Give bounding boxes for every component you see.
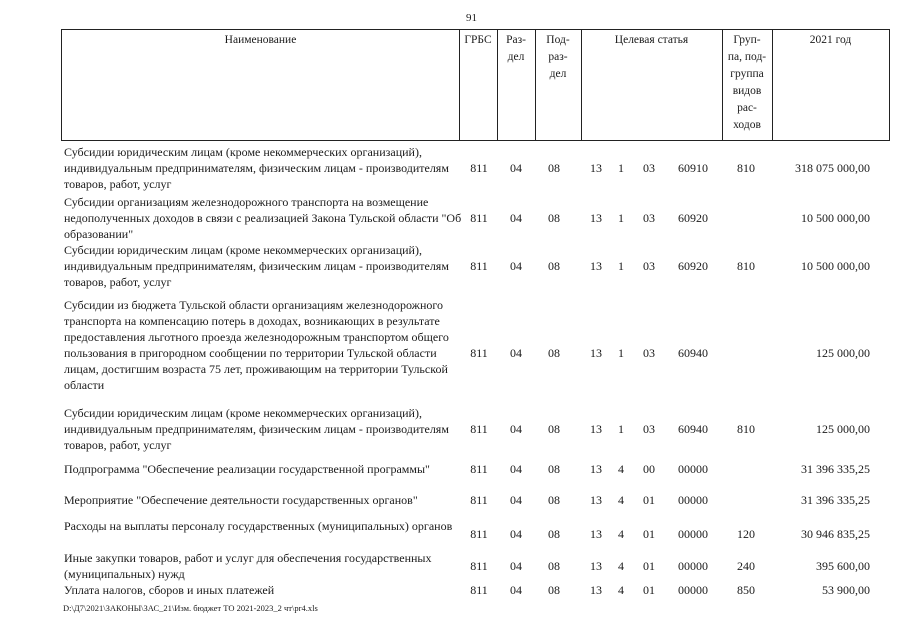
- row-target-subprogram: 4: [618, 559, 624, 573]
- row-target-event: 03: [643, 211, 655, 225]
- row-name: Субсидии юридическим лицам (кроме некоммерческих организаций), индивидуальным предпринимателям, физическим лицам - производителям товаров, работ, услуг: [64, 145, 449, 191]
- row-expense-group: 810: [737, 161, 755, 175]
- row-amount: 31 396 335,25: [801, 493, 870, 507]
- row-amount: 125 000,00: [816, 422, 870, 436]
- row-target-event: 00: [643, 462, 655, 476]
- row-amount: 318 075 000,00: [795, 161, 870, 175]
- row-target-program: 13: [590, 346, 602, 360]
- row-podrazdel: 08: [548, 462, 560, 476]
- row-podrazdel: 08: [548, 211, 560, 225]
- row-target-program: 13: [590, 493, 602, 507]
- row-grbs: 811: [470, 527, 488, 541]
- row-target-event: 01: [643, 559, 655, 573]
- row-target-direction: 60910: [678, 161, 708, 175]
- row-grbs: 811: [470, 422, 488, 436]
- row-name: Субсидии юридическим лицам (кроме некоммерческих организаций), индивидуальным предпринимателям, физическим лицам - производителям товаров, работ, услуг: [64, 243, 449, 289]
- row-grbs: 811: [470, 259, 488, 273]
- row-grbs: 811: [470, 493, 488, 507]
- row-target-program: 13: [590, 559, 602, 573]
- row-name: Мероприятие "Обеспечение деятельности государственных органов": [64, 493, 418, 507]
- row-amount: 30 946 835,25: [801, 527, 870, 541]
- row-target-subprogram: 4: [618, 493, 624, 507]
- row-razdel: 04: [510, 462, 522, 476]
- row-podrazdel: 08: [548, 346, 560, 360]
- row-target-subprogram: 1: [618, 161, 624, 175]
- row-razdel: 04: [510, 259, 522, 273]
- row-podrazdel: 08: [548, 493, 560, 507]
- header-year: 2021 год: [809, 34, 852, 46]
- row-target-event: 01: [643, 583, 655, 597]
- row-target-program: 13: [590, 259, 602, 273]
- row-target-direction: 60920: [678, 259, 708, 273]
- row-podrazdel: 08: [548, 422, 560, 436]
- row-name: Подпрограмма "Обеспечение реализации государственной программы": [64, 462, 430, 476]
- row-target-direction: 60940: [678, 346, 708, 360]
- row-grbs: 811: [470, 161, 488, 175]
- row-target-subprogram: 1: [618, 259, 624, 273]
- row-razdel: 04: [510, 493, 522, 507]
- row-target-event: 01: [643, 493, 655, 507]
- row-expense-group: 120: [737, 527, 755, 541]
- header-name: Наименование: [224, 34, 297, 46]
- header-group: Груп- па, под- группа видов рас- ходов: [727, 34, 767, 131]
- row-target-event: 03: [643, 259, 655, 273]
- header-razdel: Раз- дел: [506, 34, 526, 63]
- row-target-program: 13: [590, 161, 602, 175]
- row-amount: 125 000,00: [816, 346, 870, 360]
- row-name: Расходы на выплаты персоналу государственных (муниципальных) органов: [64, 519, 453, 533]
- row-target-program: 13: [590, 527, 602, 541]
- row-target-direction: 00000: [678, 462, 708, 476]
- row-target-event: 03: [643, 161, 655, 175]
- row-podrazdel: 08: [548, 559, 560, 573]
- row-expense-group: 810: [737, 259, 755, 273]
- row-expense-group: 240: [737, 559, 755, 573]
- row-razdel: 04: [510, 422, 522, 436]
- row-target-direction: 00000: [678, 583, 708, 597]
- row-amount: 53 900,00: [822, 583, 870, 597]
- row-target-direction: 00000: [678, 493, 708, 507]
- row-target-direction: 60920: [678, 211, 708, 225]
- page-number: 91: [466, 12, 477, 24]
- row-target-direction: 00000: [678, 559, 708, 573]
- row-grbs: 811: [470, 583, 488, 597]
- row-target-subprogram: 4: [618, 527, 624, 541]
- row-razdel: 04: [510, 346, 522, 360]
- row-target-subprogram: 1: [618, 346, 624, 360]
- row-expense-group: 850: [737, 583, 755, 597]
- row-grbs: 811: [470, 462, 488, 476]
- row-grbs: 811: [470, 559, 488, 573]
- header-grbs: ГРБС: [464, 34, 492, 46]
- row-name: Уплата налогов, сборов и иных платежей: [64, 583, 275, 597]
- row-amount: 395 600,00: [816, 559, 870, 573]
- row-target-program: 13: [590, 462, 602, 476]
- row-target-direction: 60940: [678, 422, 708, 436]
- row-name: Иные закупки товаров, работ и услуг для обеспечения государственных (муниципальных) нужд: [64, 551, 432, 581]
- row-amount: 10 500 000,00: [801, 259, 870, 273]
- row-podrazdel: 08: [548, 161, 560, 175]
- row-target-program: 13: [590, 211, 602, 225]
- row-target-event: 03: [643, 346, 655, 360]
- row-target-event: 01: [643, 527, 655, 541]
- row-target-event: 03: [643, 422, 655, 436]
- row-target-subprogram: 1: [618, 422, 624, 436]
- row-expense-group: 810: [737, 422, 755, 436]
- row-razdel: 04: [510, 211, 522, 225]
- row-amount: 31 396 335,25: [801, 462, 870, 476]
- row-name: Субсидии юридическим лицам (кроме некоммерческих организаций), индивидуальным предпринимателям, физическим лицам - производителям товаров, работ, услуг: [64, 406, 449, 452]
- row-target-program: 13: [590, 422, 602, 436]
- row-razdel: 04: [510, 559, 522, 573]
- table-header: [61, 29, 890, 141]
- row-name: Субсидии из бюджета Тульской области организациям железнодорожного транспорта на компенсацию потерь в доходах, возникающих в результате предоставления льготного проезда железнодорожным транспортом общего пользования в пригородном сообщении по территории Тульской области лицам, достигшим возраста 75 лет, проживающим на территории Тульской области: [64, 298, 449, 392]
- header-target: Целевая статья: [614, 34, 689, 46]
- row-grbs: 811: [470, 211, 488, 225]
- row-podrazdel: 08: [548, 583, 560, 597]
- row-target-subprogram: 4: [618, 462, 624, 476]
- row-target-direction: 00000: [678, 527, 708, 541]
- row-razdel: 04: [510, 583, 522, 597]
- row-podrazdel: 08: [548, 259, 560, 273]
- row-razdel: 04: [510, 527, 522, 541]
- file-path-footer: D:\Д7\2021\ЗАКОНЫ\ЗАС_21\Изм. бюджет ТО 2021-2023_2 чт\pr4.xls: [63, 603, 318, 613]
- row-grbs: 811: [470, 346, 488, 360]
- row-podrazdel: 08: [548, 527, 560, 541]
- row-name: Субсидии организациям железнодорожного транспорта на возмещение недополученных доходов в связи с реализацией Закона Тульской области "Об образовании": [64, 195, 462, 241]
- row-target-program: 13: [590, 583, 602, 597]
- row-razdel: 04: [510, 161, 522, 175]
- header-podrazdel: Под- раз- дел: [546, 34, 570, 80]
- row-target-subprogram: 1: [618, 211, 624, 225]
- row-target-subprogram: 4: [618, 583, 624, 597]
- row-amount: 10 500 000,00: [801, 211, 870, 225]
